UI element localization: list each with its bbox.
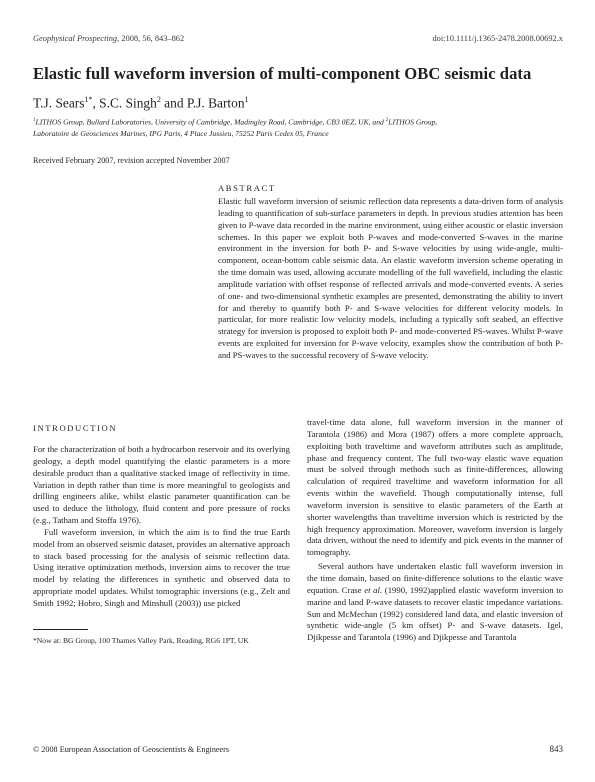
footnote: *Now at: BG Group, 100 Thames Valley Park, Reading, RG6 1PT, UK	[33, 636, 249, 645]
paragraph	[307, 561, 563, 644]
paragraph-text: (1990, 1992)applied elastic waveform inversion to marine and land P-wave datasets to recover elastic impedance variations. Sun and McMechan (1992) considered land data, and elastic inversion of synthetic wide-angle (5 km offset) P- and S-wave datasets. Igel, Djikpesse and Tarantola (1996) and Djikpesse and Tarantola	[307, 584, 563, 643]
affiliation-mark: 2	[385, 118, 389, 123]
paragraph-emphasis: et al.	[364, 584, 383, 595]
abstract-text: Elastic full waveform inversion of seismic reflection data represents a data-driven form of analysis leading to quantification of sub-surface parameters in depth. In previous studies attention has been given to P-wave data recorded in the marine environment, using either acoustic or elastic inversion schemes. In this paper we exploit both P-waves and mode-converted S-waves in the marine environment in the inversion for both P- and S-wave velocities by using wide-angle, multi-component, ocean-bottom cable seismic data. An elastic waveform inversion scheme operating in the time domain was used, allowing accurate modelling of the full wavefield, including the elastic amplitude variation with offset response of reflected arrivals and mode-converted events. A series of one- and two-dimensional synthetic examples are presented, demonstrating the ability to invert for and thereby to quantify both P- and S-wave velocities for different velocity models. In particular, for more realistic low velocity models, including a typically soft seabed, an effective strategy for inversion is proposed to exploit both P- and mode-converted PS-waves. Whilst P-wave events are exploited for inversion for P-wave velocity, examples show the contribution of both P- and PS-waves to the successful recovery of S-wave velocity.	[218, 196, 563, 360]
body-column-right	[307, 417, 563, 644]
body-column-left	[33, 444, 290, 610]
affiliation-mark: 1	[33, 118, 36, 123]
author-list	[33, 95, 249, 111]
author-affiliation-mark: 1	[244, 95, 249, 104]
received-dates: Received February 2007, revision accepted November 2007	[33, 156, 230, 165]
paragraph: travel-time data alone, full waveform inversion in the manner of Tarantola (1986) and Mora (1987) offers a more complete approach, exploiting both traveltime and waveform attributes such as amplitude, phase and frequency content. The full two-way elastic wave equation must be solved through methods such as finite-differences, allowing calculation of required traveltime and waveform information for all events within the wavefield. Though computationally intense, full waveform inversion is sensitive to elastic parameters of the Earth at shorter wavelengths than traveltime inversion which is restricted by the high frequency approximation. Moreover, waveform inversion is largely data driven, without the need to identify and pick events in the manner of tomography.	[307, 417, 563, 558]
author-footnote-mark: *	[88, 95, 93, 104]
paragraph: Full waveform inversion, in which the aim is to find the true Earth model from an observed seismic dataset, provides an alternative approach to stack based processing for the analysis of seismic reflection data. Using iterative optimization methods, inversion aims to recover the true model by relating the differences in synthetic and observed data to appropriate model updates. Whilst tomographic inversions (e.g., Zelt and Smith 1992; Hobro, Singh and Minshull (2003)) use picked	[33, 526, 290, 608]
journal-name: Geophysical Prospecting	[33, 34, 118, 43]
running-head	[33, 34, 563, 43]
author-name: and P.J. Barton	[160, 95, 245, 111]
author-name: , S.C. Singh	[92, 95, 157, 111]
copyright-notice: © 2008 European Association of Geoscientists & Engineers	[33, 745, 230, 754]
affiliation-text: LITHOS Group,	[388, 117, 438, 127]
affiliation-text: LITHOS Group, Bullard Laboratories, University of Cambridge, Madingley Road, Cambridge, CB3 0EZ, UK, and	[35, 117, 386, 127]
author-name: T.J. Sears	[33, 95, 85, 111]
page-number: 843	[549, 744, 563, 754]
section-heading-introduction: INTRODUCTION	[33, 423, 118, 433]
affiliations	[33, 115, 563, 139]
doi[interactable]: doi:10.1111/j.1365-2478.2008.00692.x	[432, 34, 563, 43]
paragraph: For the characterization of both a hydrocarbon reservoir and its overlying geology, a depth model quantifying the elastic parameters is a more desirable product than a qualitative stacked image of reflectivity in time. Variation in depth rather than time is more meaningful to geologists and drilling engineers alike, whilst elastic parameter quantification can be used to deduce the lithology, fluid content and pore pressure of rocks (e.g., Tatham and Stoffa 1976).	[33, 444, 290, 526]
journal-citation: , 2008, 56, 843–862	[117, 34, 185, 43]
author-affiliation-mark: 2	[156, 95, 161, 104]
affiliation-text: Laboratoire de Geosciences Marines, IPG Paris, 4 Place Jussieu, 75252 Paris Cedex 05, France	[33, 128, 329, 138]
paper-title: Elastic full waveform inversion of multi-component OBC seismic data	[33, 64, 532, 83]
abstract-heading: ABSTRACT	[218, 183, 276, 193]
paragraph-text: Several authors have undertaken elastic full waveform inversion in the time domain, based on finite-difference solutions to the elastic wave equation. Crase	[307, 561, 563, 595]
author-affiliation-mark: 1	[84, 95, 89, 104]
footnote-divider	[33, 629, 88, 630]
